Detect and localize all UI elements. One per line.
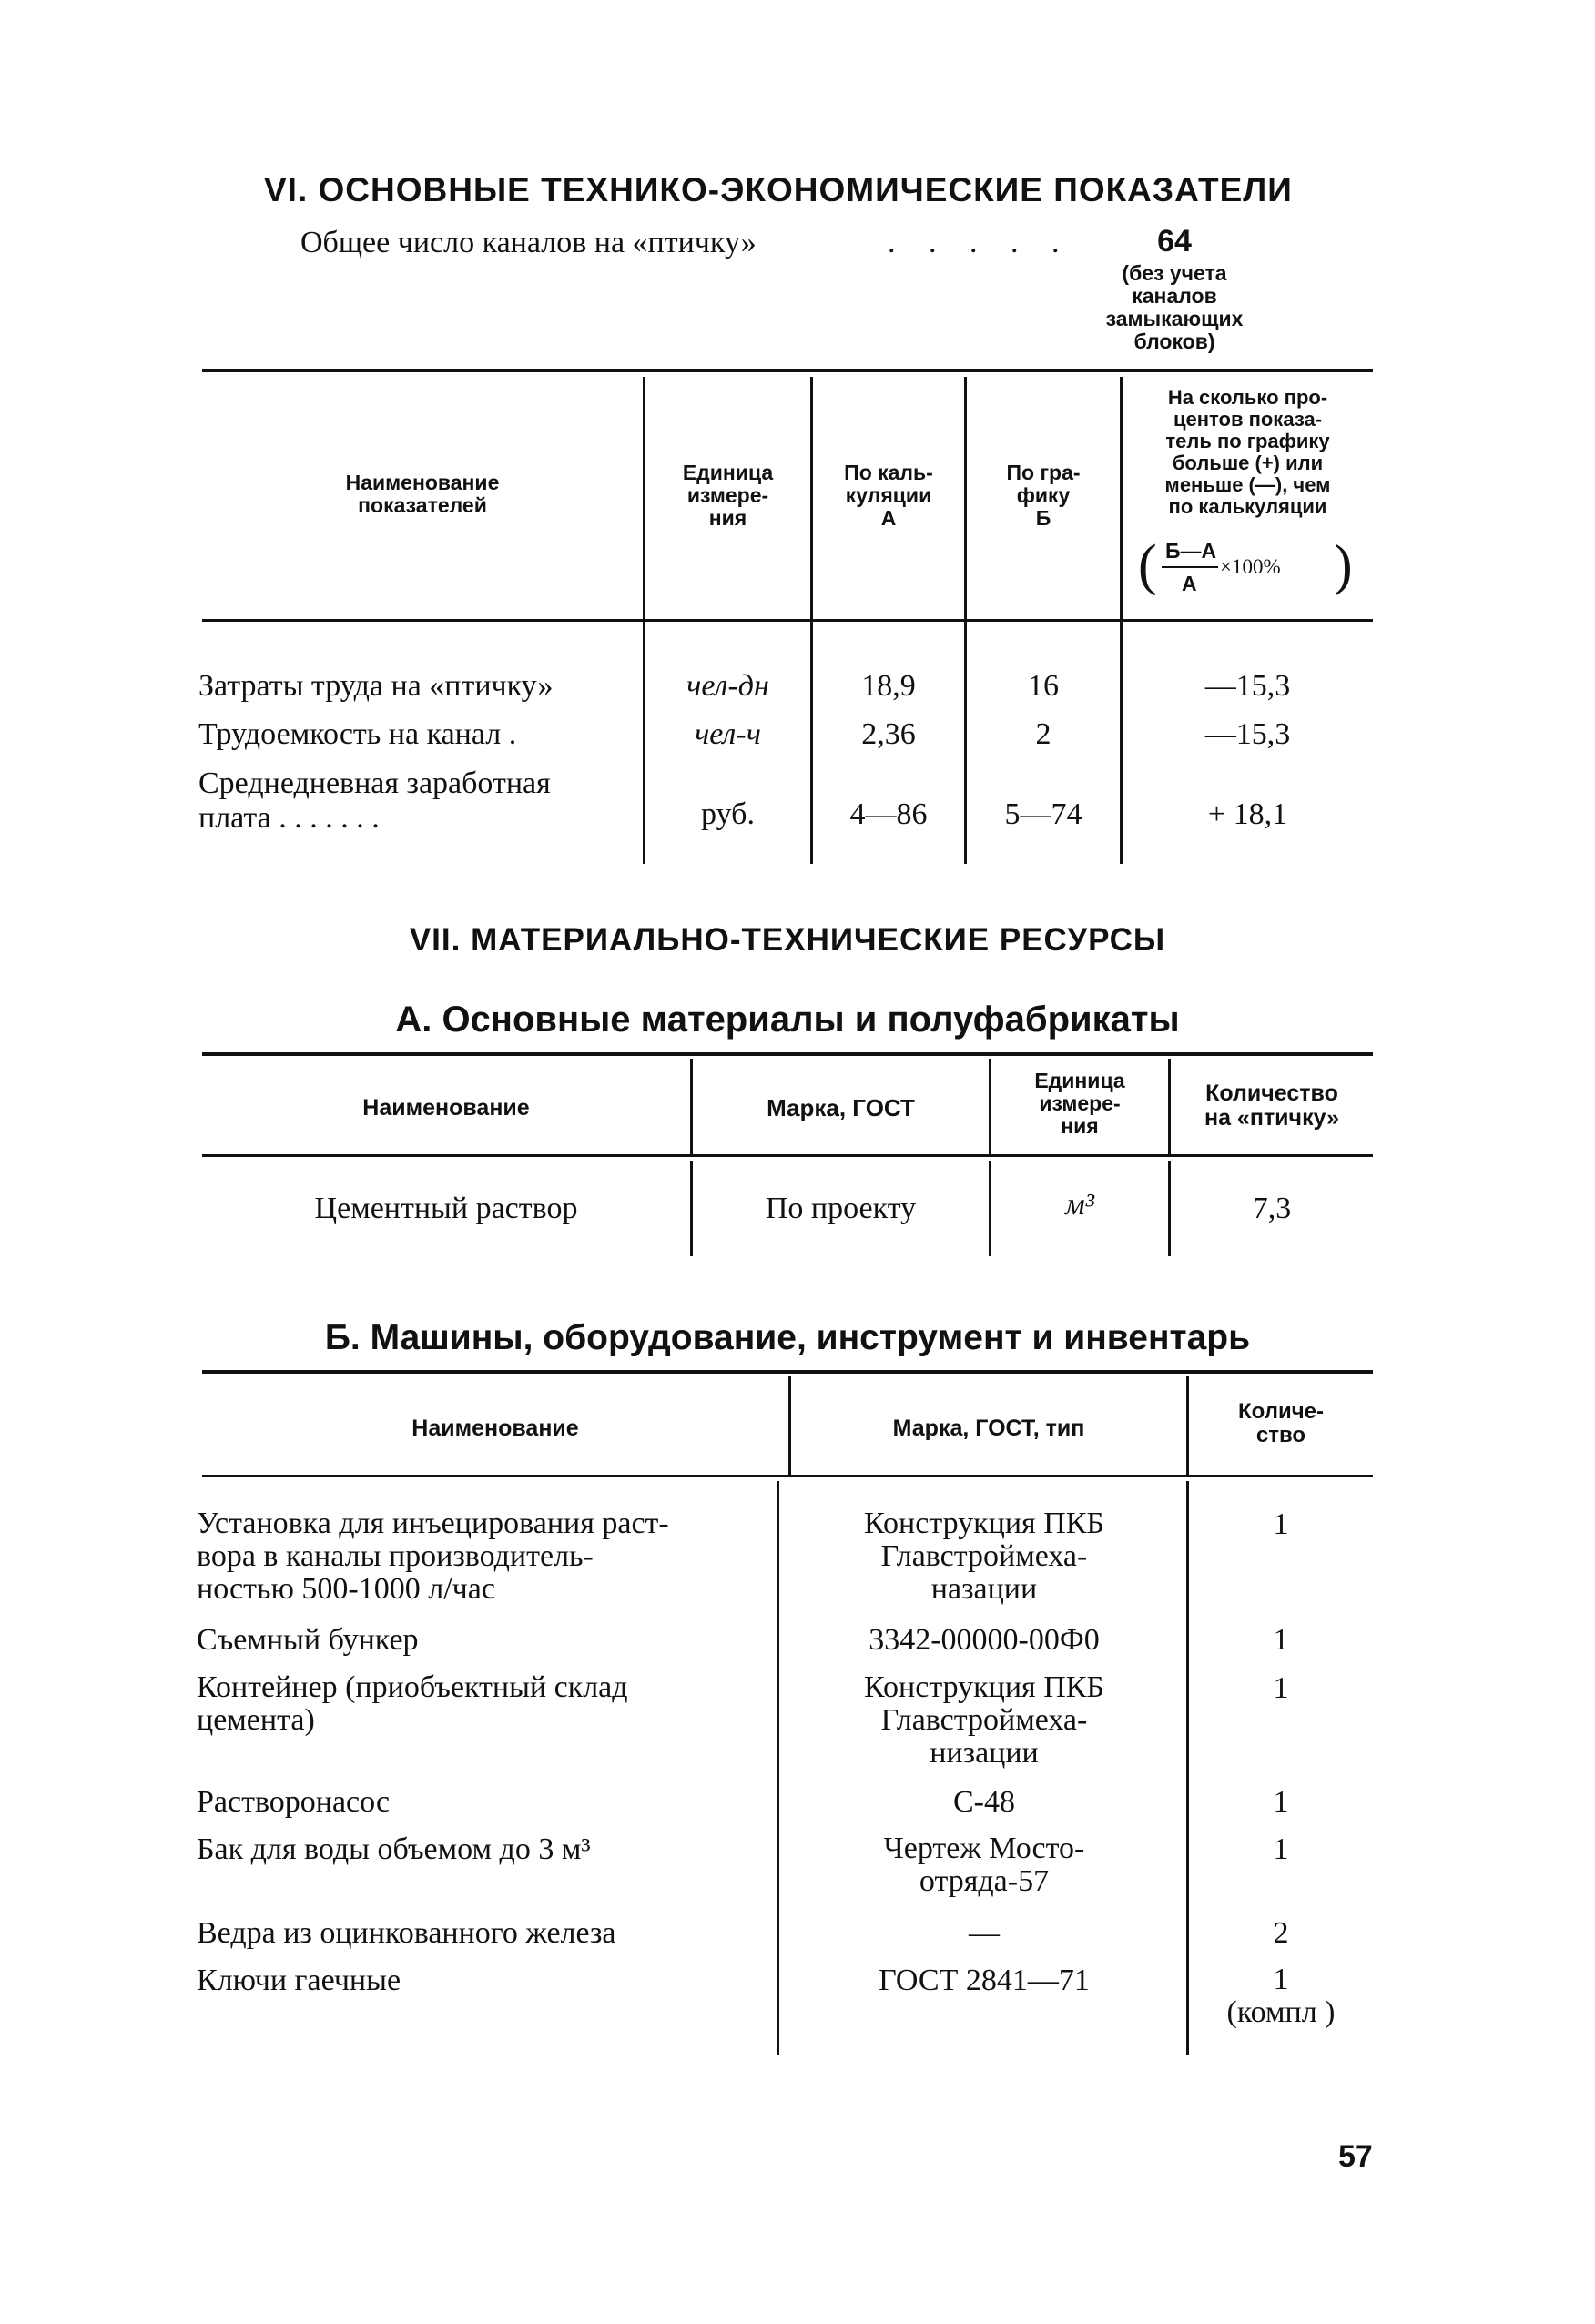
- tableA-header-qty: Количество на «птичку»: [1204, 1081, 1340, 1131]
- tableA-row-qty: 7,3: [1252, 1192, 1292, 1225]
- table1-col-divider: [810, 377, 813, 864]
- table1-row-name: Трудоемкость на канал .: [198, 717, 517, 751]
- tableB-row-brand: 3342-00000-00Ф0: [869, 1623, 1100, 1657]
- table1-header-rule: [202, 619, 1373, 622]
- table1-col-divider: [643, 377, 645, 864]
- table1-row-graph: 5—74: [1004, 797, 1082, 831]
- table1-row-name: Затраты труда на «птичку»: [198, 669, 554, 703]
- tableB-header-qty: Количе- ство: [1238, 1399, 1324, 1447]
- page-number: 57: [1338, 2139, 1373, 2174]
- tableB-row-qty: 1 (компл ): [1226, 1963, 1336, 2029]
- tableA-row-unit: м³: [1065, 1188, 1094, 1222]
- tableA-header-rule: [202, 1154, 1373, 1157]
- tableB-row-qty: 1: [1273, 1623, 1289, 1657]
- table1-col-divider: [964, 377, 967, 864]
- subsection-b-title: Б. Машины, оборудование, инструмент и инвентарь: [324, 1318, 1251, 1357]
- formula-denominator: А: [1182, 572, 1197, 595]
- channels-value: 64: [1157, 224, 1192, 259]
- percent-formula: ( Б—А А ×100% ): [1138, 534, 1353, 596]
- tableB-row-qty: 1: [1273, 1832, 1289, 1866]
- tableB-header-name: Наименование: [411, 1416, 579, 1441]
- tableB-row-brand: ГОСТ 2841—71: [879, 1964, 1090, 1997]
- table1-row-percent: —15,3: [1204, 717, 1291, 751]
- tableA-header-brand: Марка, ГОСТ: [767, 1094, 915, 1121]
- tableB-row-name: Ключи гаечные: [197, 1964, 401, 1997]
- tableB-row-name: Съемный бункер: [197, 1623, 419, 1657]
- tableB-row-brand: Конструкция ПКБ Главстроймеха- низации: [864, 1670, 1104, 1770]
- tableB-row-qty: 1: [1273, 1507, 1289, 1541]
- tableA-top-rule: [202, 1052, 1373, 1056]
- tableA-row-brand: По проекту: [765, 1192, 917, 1225]
- table1-row-calc: 18,9: [861, 669, 916, 703]
- table1-row-graph: 16: [1028, 669, 1059, 703]
- table1-header-calc: По каль- куляции А: [844, 461, 933, 530]
- tableB-row-qty: 1: [1273, 1671, 1289, 1705]
- table1-row-calc: 2,36: [861, 717, 916, 751]
- tableB-row-name: Ведра из оцинкованного железа: [197, 1916, 616, 1950]
- tableB-row-name: Бак для воды объемом до 3 м³: [197, 1832, 591, 1866]
- section6-title: VI. ОСНОВНЫЕ ТЕХНИКО-ЭКОНОМИЧЕСКИЕ ПОКАЗАТЕЛИ: [264, 171, 1293, 208]
- table1-row-calc: 4—86: [849, 797, 928, 831]
- section7-title: VII. МАТЕРИАЛЬНО-ТЕХНИЧЕСКИЕ РЕСУРСЫ: [409, 922, 1166, 958]
- table1-row-name: Среднедневная заработная плата . . . . . . .: [198, 766, 551, 835]
- table1-row-unit: чел-дн: [686, 669, 769, 703]
- tableA-header-name: Наименование: [362, 1095, 530, 1121]
- tableB-row-name: Контейнер (приобъектный склад цемента): [197, 1670, 628, 1737]
- tableA-row-name: Цементный раствор: [314, 1192, 578, 1225]
- formula-numerator: Б—А: [1165, 539, 1217, 563]
- table1-header-name: Наименование показателей: [345, 471, 500, 517]
- tableB-col-divider: [777, 1481, 779, 2055]
- table1-row-graph: 2: [1035, 717, 1051, 751]
- tableB-row-brand: С-48: [953, 1785, 1015, 1819]
- channels-label: Общее число каналов на «птичку»: [300, 226, 757, 259]
- tableA-header-unit: Единица измере- ния: [1034, 1069, 1125, 1138]
- tableB-row-name: Растворонасос: [197, 1785, 391, 1819]
- tableB-row-brand: Чертеж Мосто- отряда-57: [883, 1832, 1085, 1898]
- formula-multiplier: ×100%: [1220, 555, 1281, 578]
- table1-row-percent: + 18,1: [1207, 797, 1288, 831]
- tableB-top-rule: [202, 1370, 1373, 1374]
- table1-row-unit: руб.: [701, 797, 755, 831]
- table1-row-percent: —15,3: [1204, 669, 1291, 703]
- channels-note: (без учета каналов замыкающих блоков): [1105, 261, 1244, 353]
- tableB-row-qty: 2: [1273, 1916, 1289, 1950]
- table1-row-unit: чел-ч: [695, 717, 761, 751]
- table1-header-percent: На сколько про- центов показа- тель по графику больше (+) или меньше (—), чем по калькуляции: [1164, 386, 1331, 518]
- tableB-row-brand: Конструкция ПКБ Главстроймеха- назации: [864, 1507, 1104, 1606]
- tableB-row-qty: 1: [1273, 1785, 1289, 1819]
- tableB-header-brand: Марка, ГОСТ, тип: [892, 1416, 1085, 1441]
- table1-header-unit: Единица измере- ния: [682, 461, 774, 530]
- table1-top-rule: [202, 369, 1373, 372]
- formula-fraction-bar: [1162, 566, 1218, 568]
- tableB-row-brand: —: [969, 1916, 1000, 1950]
- table1-header-graph: По гра- фику Б: [1006, 461, 1081, 530]
- subsection-a-title: А. Основные материалы и полуфабрикаты: [395, 1000, 1180, 1040]
- tableB-row-name: Установка для инъецирования раст- вора в каналы производитель- ностью 500-1000 л/час: [197, 1507, 669, 1606]
- tableB-header-rule: [202, 1475, 1373, 1477]
- channels-leader: . . . . .: [888, 226, 1072, 259]
